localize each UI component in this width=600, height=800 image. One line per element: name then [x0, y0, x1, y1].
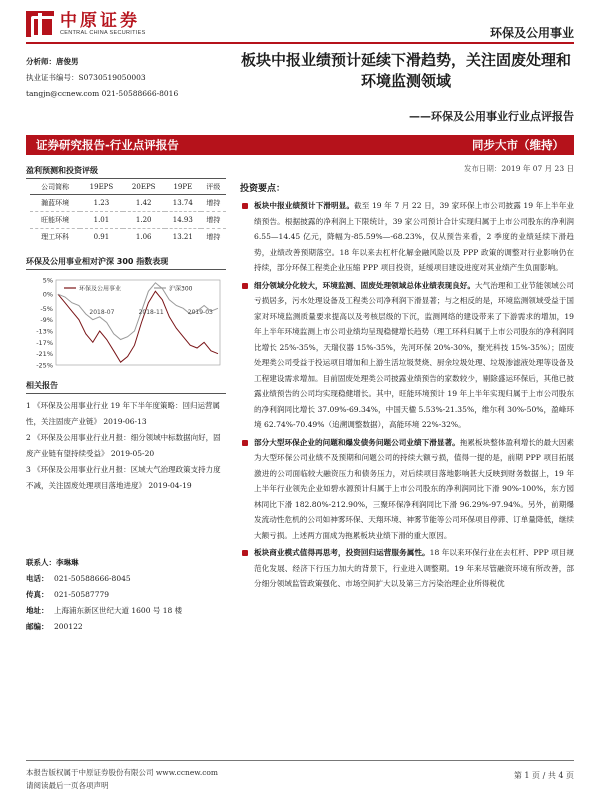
investment-highlights-title: 投资要点： [240, 184, 286, 194]
table-cell: 1.06 [135, 233, 152, 241]
col-header: 公司简称 [30, 180, 80, 195]
highlight-paragraph [240, 198, 574, 276]
paragraph-text: 截至 19 年 7 月 22 日，39 家环保上市公司披露 19 年上半年业绩预告。根据披露的净利润上下限统计，39 家公司预计合计实现归属于上市公司股东的净利润 6.55—14.45 亿元，降幅为-85.59%—-68.23%，仅从预告来看，2 季度的业绩延续下滑趋势，业绩改善预期落空。18 年以来去杠杆化解金融风险以及 PPP 政策的调整对行业影响仍在持续，部分环保工程类企业压缩 PPP 项目投资，延缓项目建设进度对其业绩产生负面影响。 [254, 201, 574, 272]
bullet-icon [242, 550, 248, 556]
report-body [240, 198, 574, 594]
col-header: 19PE [165, 180, 201, 195]
report-banner [26, 135, 574, 155]
industry-label: 环保及公用事业 [489, 26, 574, 40]
bullet-icon [242, 203, 248, 209]
phone-value: 021-50588666-8045 [54, 574, 131, 583]
y-tick-label: 5% [42, 276, 53, 285]
table-row [30, 212, 226, 229]
y-tick-label: 0% [42, 290, 53, 299]
publish-date-label: 发布日期： [463, 164, 502, 173]
zip-label: 邮编： [26, 622, 49, 631]
zip-value: 200122 [54, 622, 83, 631]
analyst-license: 执业证书编号：S0730519050003 [26, 73, 146, 82]
y-tick-label: -13% [36, 327, 53, 336]
table-cell: 瀚蓝环境 [30, 195, 80, 212]
table-cell: 增持 [201, 195, 226, 212]
relative-performance-chart [26, 276, 226, 371]
highlight-paragraph [240, 278, 574, 433]
analyst-contact: tangjn@ccnew.com 021-50588666-8016 [26, 89, 179, 98]
highlight-paragraph [240, 545, 574, 592]
related-report-item[interactable]: 1 《环保及公用事业行业 19 年下半年度策略：回归运营属性，关注固废产业链》 2019-06-13 [26, 401, 220, 426]
table-cell: 旺能环境 [30, 212, 80, 229]
report-title: 板块中报业绩预计延续下滑趋势，关注固废处理和环境监测领域 [240, 51, 571, 90]
publish-date-value: 2019 年 07 月 23 日 [501, 164, 574, 173]
phone-label: 电话： [26, 574, 49, 583]
table-cell: 增持 [206, 233, 221, 241]
contact-block [26, 555, 226, 635]
paragraph-heading: 细分领域分化较大，环境监测、固废处理领域总体业绩表现良好。 [254, 280, 475, 290]
logo-mark-icon [26, 11, 54, 37]
publish-date [464, 163, 574, 174]
footer [26, 766, 218, 792]
logo-name-cn: 中原证券 [60, 11, 140, 31]
logo-name-en: CENTRAL CHINA SECURITIES [60, 30, 146, 36]
table-cell: 增持 [201, 212, 226, 229]
col-header: 19EPS [80, 180, 122, 195]
chart-title: 环保及公用事业相对沪深 300 指数表现 [26, 256, 226, 270]
highlight-paragraph [240, 435, 574, 544]
table-cell: 13.21 [172, 233, 193, 241]
y-tick-label: -25% [36, 361, 53, 370]
fax-value: 021-50587779 [54, 590, 110, 599]
table-row [30, 195, 226, 212]
page-number: 第 1 页 / 共 4 页 [513, 771, 574, 780]
related-title: 相关报告 [26, 380, 226, 394]
fax-label: 传真： [26, 590, 49, 599]
table-cell: 0.91 [93, 233, 110, 241]
table-row [30, 229, 226, 246]
company-logo [26, 10, 186, 38]
related-report-item[interactable]: 2 《环保及公用事业行业月报：细分领域中标数据向好，固废产业链有望持续受益》 2019-05-20 [26, 433, 221, 458]
footer-divider [26, 760, 574, 761]
table-cell: 1.23 [80, 195, 122, 212]
analyst-name: 分析师：唐俊男 [26, 57, 79, 66]
table-cell: 理工环科 [41, 233, 70, 241]
col-header: 评级 [201, 180, 226, 195]
paragraph-heading: 板块中报业绩预计下滑明显。 [254, 201, 355, 210]
y-tick-label: -17% [36, 338, 53, 347]
legend-label: 环保及公用事业 [79, 285, 122, 293]
series-line [58, 291, 218, 362]
address-label: 地址： [26, 606, 49, 615]
x-tick-label: 2018-11 [138, 309, 164, 316]
paragraph-text: 大气治理和工业节能领域公司亏损居多，污水处理设备及工程类公司净利润下滑显著；与之相反的是，环境监测领域受益于国家对环境监测质量要求提高以及考核层级的下沉，监测网络的建设带来了下游需求的增加，19 年上半年环境监测上市公司业绩均呈现稳健增长趋势（理工环科归属于上市公司股东的净利润同比增长 25%-35%，天瑞仪器 15%-35%，先河环保 20%-30%，聚光科技 15%-35%）；固废处理类公司受益于投运项目增加和上游生活垃圾焚烧、厨余垃圾处理、垃圾渗滤液处理等设备及工程建设需求增加。目前固废处理类公司披露业绩预告的家数较少，剔除盛运环保后，其他已披露业绩预告的公司均实现稳健增长。其中，旺能环境预计 19 年上半年实现归属于上市公司股东的净利润同比增长 37.09%-69.34%，中国天楹 5.53%-21.35%，维尔利 30%-50%，盈峰环境 62.74%-70.49%（追溯调整数据），高能环境 22%-32%。 [254, 280, 574, 429]
copyright-text: 本报告版权属于中原证券股份有限公司 www.ccnew.com [26, 768, 219, 777]
address-value: 上海浦东新区世纪大道 1600 号 18 楼 [54, 606, 183, 615]
table-cell: 13.74 [165, 195, 201, 212]
contact-name: 联系人：李琳琳 [26, 558, 79, 567]
chart-svg [26, 276, 226, 371]
col-header: 20EPS [123, 180, 165, 195]
disclaimer-link[interactable]: 请阅读最后一页各项声明 [26, 781, 109, 790]
related-report-item[interactable]: 3 《环保及公用事业行业月报：区域大气治理政策支持力度不减，关注固废处理项目落地进度》 2019-04-19 [26, 465, 221, 490]
forecast-title: 盈利预测和投资评级 [26, 165, 226, 179]
bullet-icon [242, 440, 248, 446]
x-tick-label: 2018-07 [89, 309, 115, 316]
forecast-table [30, 180, 226, 245]
x-tick-label: 2019-03 [187, 309, 213, 316]
legend-label: 沪深300 [169, 285, 193, 293]
table-cell: 1.20 [123, 212, 165, 229]
paragraph-heading: 部分大型环保企业的问题和爆发债务问题公司业绩下滑显著。 [254, 437, 460, 447]
report-subtitle: ——环保及公用事业行业点评报告 [409, 110, 574, 123]
paragraph-text: 18 年以来环保行业在去杠杆、PPP 项目规范化发展、经济下行压力加大的背景下，行业进入调整期。19 年来尽管融资环境有所改善，部分细分领域监管政策强化、市场空间扩大以及第三方污染治理企业所得税优 [254, 548, 574, 588]
paragraph-text: 拖累板块整体盈利增长的最大因素为大型环保公司业绩不及预期和问题公司的持续大额亏损，值得一提的是，前期 PPP 项目拓展激进的公司面临较大融资压力和债务压力，对后续项目落地影响甚大反映到财务数据上，19 年上半年行业领先企业如碧水源预计归属于上市公司股东的净利润同比下滑 90%-100%，东方园林同比下滑 182.80%-212.90%，三聚环保净利润同比下滑 96.29%-97.94%。另外，前期爆发流动性危机的公司如神雾环保、天翔环境、神雾节能等公司环保项目停滞、订单量降低，继续大额亏损。上述两方面成为拖累板块业绩下滑的重大原因。 [254, 437, 575, 540]
table-cell: 1.01 [80, 212, 122, 229]
y-tick-label: -9% [40, 316, 53, 325]
rating-label: 同步大市（维持） [472, 138, 564, 152]
table-cell: 1.42 [123, 195, 165, 212]
report-type: 证券研究报告-行业点评报告 [36, 138, 179, 152]
y-tick-label: -5% [40, 304, 53, 313]
table-cell: 14.93 [165, 212, 201, 229]
related-reports [26, 398, 226, 494]
header-divider [26, 42, 574, 44]
y-tick-label: -21% [36, 350, 53, 359]
bullet-icon [242, 283, 248, 289]
paragraph-heading: 板块商业模式值得再思考，投资回归运营服务属性。 [254, 548, 430, 557]
analyst-info [26, 54, 226, 102]
